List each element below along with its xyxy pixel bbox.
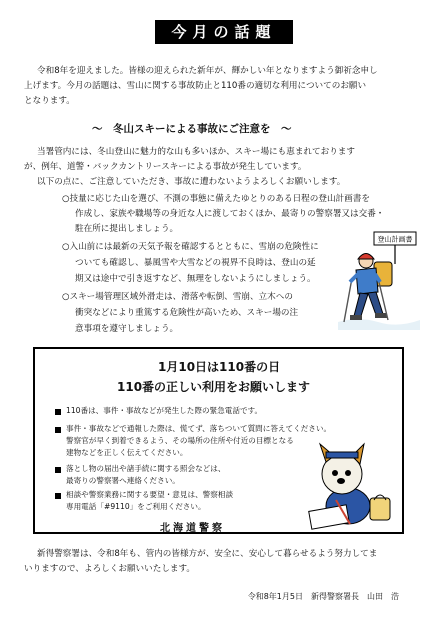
advice-line: 衝突などにより重篤する危険性が高いため、スキー場の注 xyxy=(75,308,299,318)
notice-line: 建物などを正しく伝えてください。 xyxy=(66,448,188,457)
plan-sign-label: 登山計画書 xyxy=(377,235,413,244)
notice-line: 警察官が早く到着できるよう、その場所の住所や付近の目標となる xyxy=(66,436,294,445)
page-title: 今月の話題 xyxy=(155,20,293,44)
intro-line: 令和8年を迎えました。皆様の迎えられた新年が、輝かしい年となりますよう御祈念申し xyxy=(37,66,378,76)
body-line: 以下の点に、ご注意していただき、事故に遭わないようよろしくお願いします。 xyxy=(37,177,346,187)
notice-line: 110番は、事件・事故などが発生した際の緊急電話です。 xyxy=(66,406,263,415)
advice-line: 駐在所に提出しましょう。 xyxy=(75,224,179,234)
advice-line: ○技量に応じた山を選び、不測の事態に備えたゆとりのある日程の登山計画書を xyxy=(62,194,370,204)
intro-line: 上げます。今月の話題は、雪山に関する事故防止と110番の適切な利用についてのお願い xyxy=(24,81,367,91)
advice-line: ついても確認し、暴風雪や大雪などの視界不良時は、登山の延 xyxy=(75,258,316,268)
notice-subtitle: 110番の正しい利用をお願いします xyxy=(117,380,311,394)
closing-line: いりますので、よろしくお願いいたします。 xyxy=(24,564,196,574)
bullet xyxy=(55,427,61,433)
notice-line: 落とし物の届出や諸手続に関する照会などは、 xyxy=(66,464,226,473)
signature: 令和8年1月5日 新得警察署長 山田 浩 xyxy=(247,592,399,601)
notice-line: 専用電話「#9110」をご利用ください。 xyxy=(66,502,206,511)
bullet xyxy=(55,493,61,499)
intro-line: となります。 xyxy=(24,96,75,106)
notice-line: 相談や警察業務に関する要望・意見は、警察相談 xyxy=(66,490,234,499)
closing-line: 新得警察署は、令和8年も、管内の皆様方が、安全に、安心して暮らせるよう努力してま xyxy=(37,549,378,559)
advice-line: 意事項を遵守しましょう。 xyxy=(75,324,179,334)
body-line: が、例年、道警・バックカントリースキーによる事故が発生しています。 xyxy=(24,162,307,172)
notice-line: 最寄りの警察署へ連絡ください。 xyxy=(66,476,180,485)
police-mascot-illustration xyxy=(300,440,398,530)
bullet xyxy=(55,467,61,473)
advice-line: 期又は途中で引き返すなど、無理をしないようにしましょう。 xyxy=(75,274,316,284)
advice-line: 作成し、家族や職場等の身近な人に渡しておくほか、最寄りの警察署又は交番・ xyxy=(75,209,385,219)
hiker-illustration xyxy=(338,230,420,330)
body-line: 当署管内には、冬山登山に魅力的な山も多いほか、スキー場にも恵まれております xyxy=(37,147,355,157)
org-name: 北海道警察 xyxy=(160,523,225,534)
advice-line: ○スキー場管理区域外滑走は、滑落や転倒、雪崩、立木への xyxy=(62,292,293,302)
advice-line: ○入山前には最新の天気予報を確認するとともに、雪崩の危険性に xyxy=(62,242,319,252)
bullet xyxy=(55,409,61,415)
notice-title: 1月10日は110番の日 xyxy=(158,360,281,374)
section-subtitle: ～ 冬山スキーによる事故にご注意を ～ xyxy=(92,123,292,135)
notice-line: 事件・事故などで通報した際は、慌てず、落ちついて質問に答えてください。 xyxy=(66,424,332,433)
